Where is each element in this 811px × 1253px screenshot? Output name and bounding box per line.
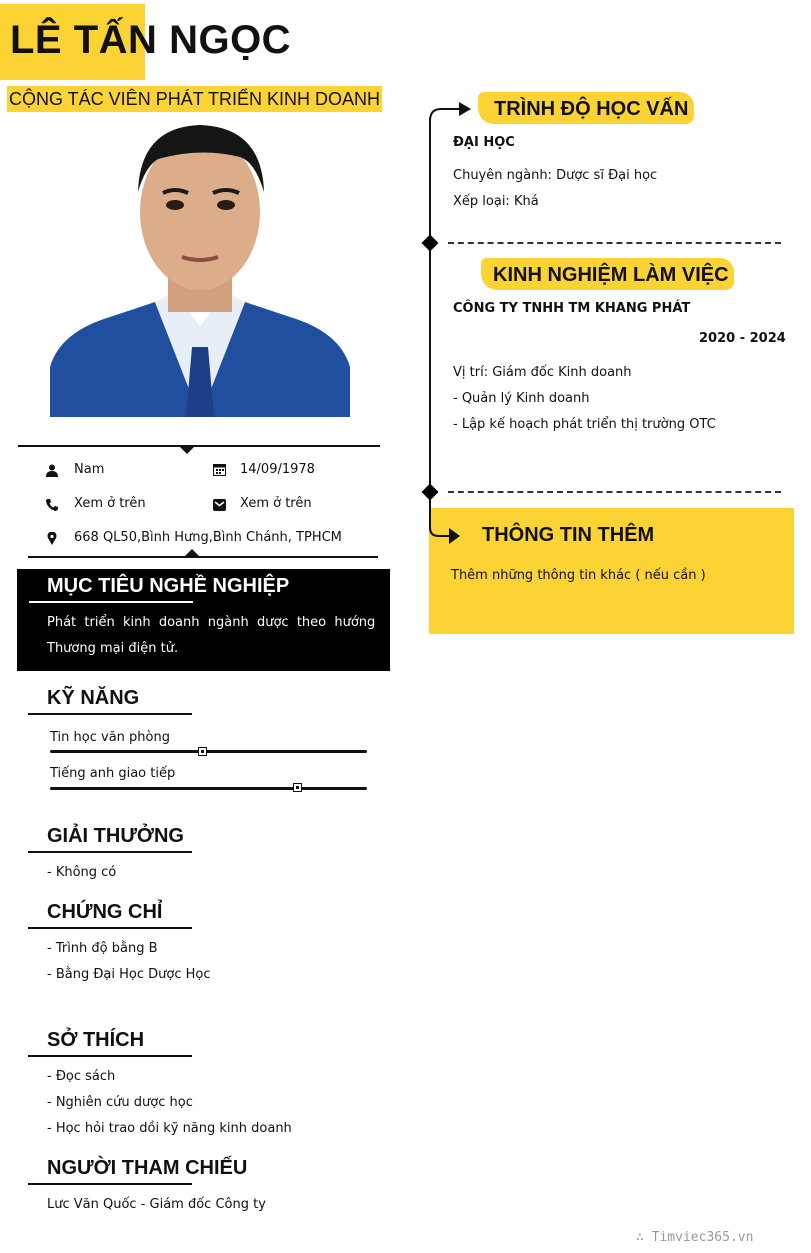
references-title: NGƯỜI THAM CHIẾU bbox=[47, 1157, 248, 1179]
timeline-line bbox=[429, 118, 431, 518]
experience-task: - Quản lý Kinh doanh bbox=[453, 391, 590, 406]
skill-level-marker[interactable] bbox=[198, 747, 207, 756]
reference-item: Lưc Văn Quốc - Giám đốc Công ty bbox=[47, 1197, 266, 1212]
hobby-item: - Học hỏi trao dồi kỹ năng kinh doanh bbox=[47, 1121, 292, 1136]
job-title: CỘNG TÁC VIÊN PHÁT TRIỂN KINH DOANH bbox=[7, 86, 382, 112]
hobbies-underline bbox=[28, 1055, 192, 1057]
education-major: Chuyên ngành: Dược sĩ Đại học bbox=[453, 168, 658, 183]
section-divider bbox=[448, 491, 781, 493]
candidate-name bbox=[10, 18, 291, 63]
experience-period: 2020 - 2024 bbox=[699, 331, 786, 346]
hobby-item: - Đọc sách bbox=[47, 1069, 116, 1084]
extra-info-box bbox=[429, 508, 794, 634]
awards-title: GIẢI THƯỞNG bbox=[47, 825, 184, 847]
education-title: TRÌNH ĐỘ HỌC VẤN bbox=[494, 98, 689, 120]
hobbies-title: SỞ THÍCH bbox=[47, 1029, 145, 1051]
timeline-node bbox=[422, 235, 439, 252]
email-icon bbox=[213, 496, 227, 510]
education-school: ĐẠI HỌC bbox=[453, 135, 515, 150]
info-bottom-divider bbox=[28, 556, 378, 558]
hobby-item: - Nghiên cứu dược học bbox=[47, 1095, 193, 1110]
skills-title: KỸ NĂNG bbox=[47, 687, 140, 709]
skill-level-marker[interactable] bbox=[293, 783, 302, 792]
certificate-item: - Trình độ bằng B bbox=[47, 941, 158, 956]
experience-title: KINH NGHIỆM LÀM VIỆC bbox=[493, 264, 729, 286]
certificate-item: - Bằng Đại Học Dược Học bbox=[47, 967, 211, 982]
career-goal-section bbox=[17, 569, 390, 671]
career-goal-underline bbox=[29, 601, 193, 603]
skill-bar bbox=[50, 787, 367, 790]
phone-value: Xem ở trên bbox=[74, 496, 146, 511]
email-value: Xem ở trên bbox=[240, 496, 312, 511]
name-last: NGỌC bbox=[169, 18, 292, 62]
extra-info-text: Thêm những thông tin khác ( nếu cần ) bbox=[451, 568, 706, 583]
awards-underline bbox=[28, 851, 192, 853]
profile-photo bbox=[50, 117, 350, 417]
certificates-underline bbox=[28, 927, 192, 929]
career-goal-line-1: Phát triển kinh doanh ngành dược theo hướng bbox=[47, 615, 376, 630]
arrow-right-icon bbox=[429, 101, 473, 123]
address-value: 668 QL50,Bình Hưng,Bình Chánh, TPHCM bbox=[74, 530, 342, 545]
award-item: - Không có bbox=[47, 865, 117, 880]
experience-position: Vị trí: Giám đốc Kinh doanh bbox=[453, 365, 632, 380]
experience-company: CÔNG TY TNHH TM KHANG PHÁT bbox=[453, 301, 691, 316]
references-underline bbox=[28, 1183, 192, 1185]
section-divider bbox=[448, 242, 781, 244]
timeline-node bbox=[422, 484, 439, 501]
birthday-value: 14/09/1978 bbox=[240, 462, 315, 477]
divider-pointer-down bbox=[179, 446, 195, 454]
skill-bar bbox=[50, 750, 367, 753]
skill-label: Tin học văn phòng bbox=[50, 730, 170, 745]
calendar-icon bbox=[213, 461, 227, 475]
career-goal-title: MỤC TIÊU NGHỀ NGHIỆP bbox=[47, 575, 290, 597]
phone-icon bbox=[46, 496, 60, 510]
certificates-title: CHỨNG CHỈ bbox=[47, 901, 163, 923]
experience-task: - Lập kế hoạch phát triển thị trường OTC bbox=[453, 417, 716, 432]
name-first: LÊ TẤN bbox=[10, 18, 158, 62]
career-goal-line-2: Thương mại điện tử. bbox=[47, 641, 179, 656]
user-icon bbox=[46, 462, 60, 476]
brand-watermark: ∴ Timviec365.vn bbox=[636, 1230, 754, 1245]
arrow-right-icon bbox=[429, 508, 465, 548]
info-top-divider bbox=[18, 445, 380, 447]
extra-info-title: THÔNG TIN THÊM bbox=[482, 524, 655, 546]
skills-underline bbox=[28, 713, 192, 715]
location-icon bbox=[47, 530, 61, 544]
skill-label: Tiếng anh giao tiếp bbox=[50, 766, 176, 781]
education-grade: Xếp loại: Khá bbox=[453, 194, 539, 209]
gender-value: Nam bbox=[74, 462, 105, 477]
